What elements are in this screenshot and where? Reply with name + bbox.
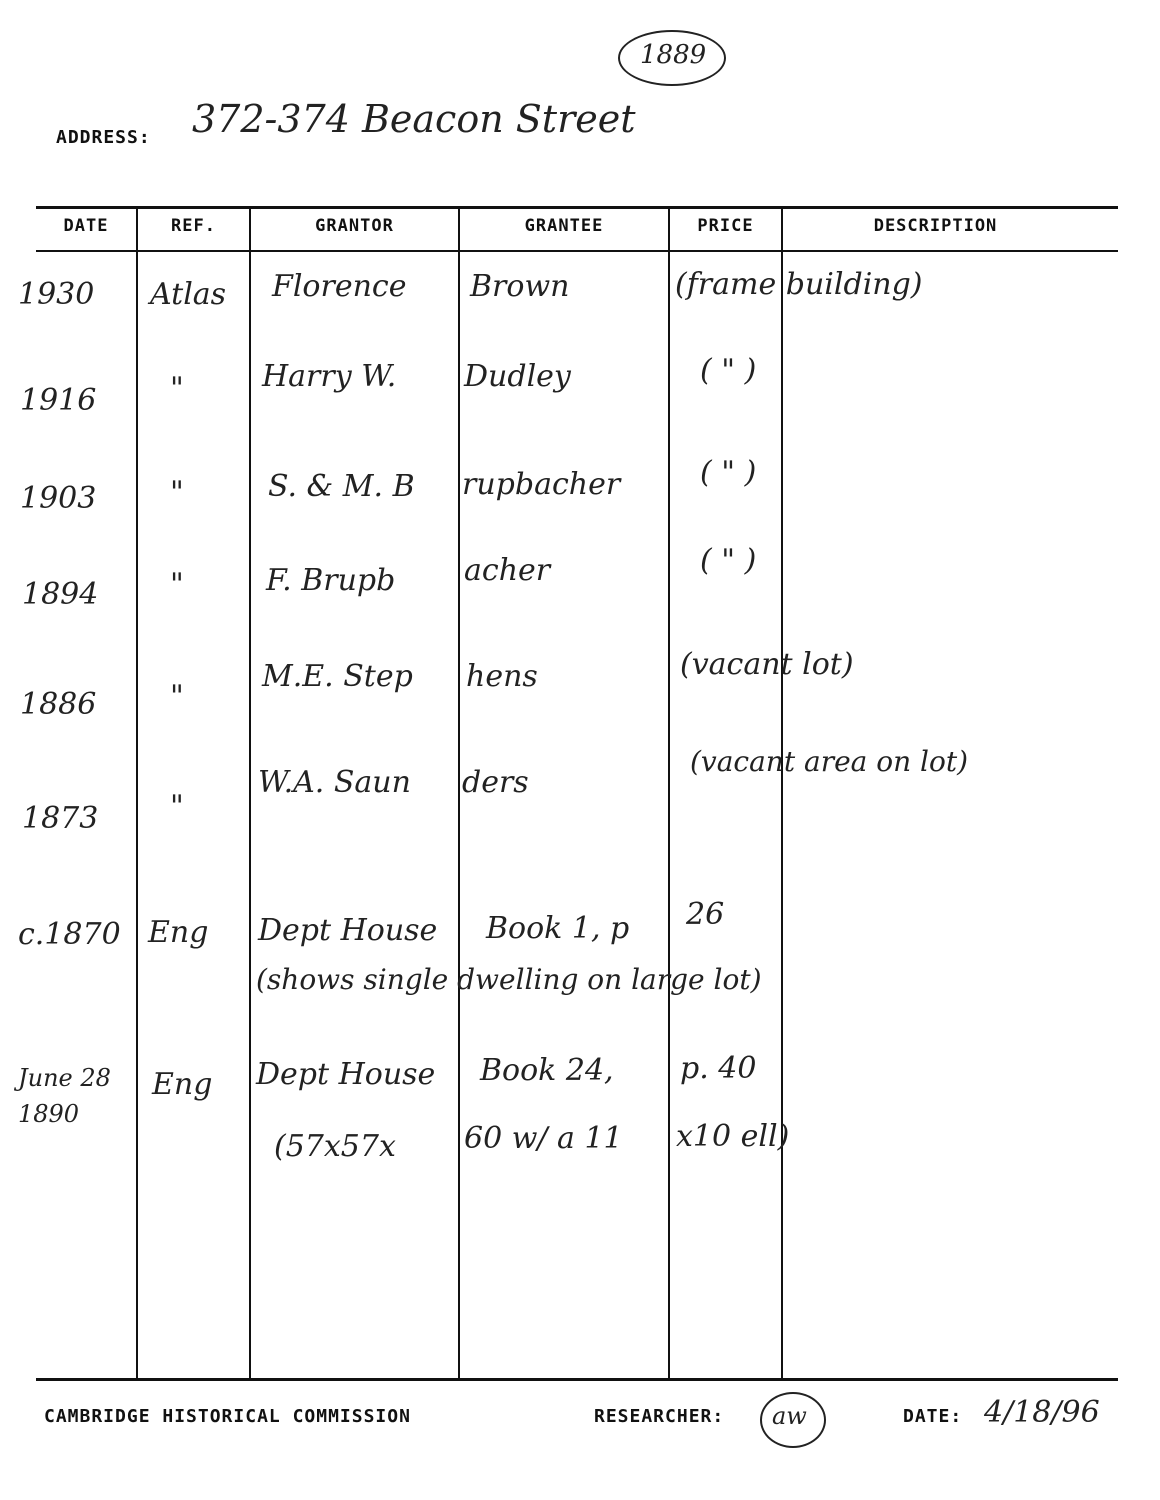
row-3-grantee: rupbacher [462,467,621,502]
date-label: DATE: [903,1406,963,1427]
col-divider-3 [458,208,460,1379]
row-7-price-desc: 26 [686,897,725,932]
table-bottom-rule [36,1378,1118,1381]
row-8-note-left: (57x57x [274,1129,396,1164]
row-6-price-desc: (vacant area on lot) [690,745,969,778]
row-3-ref: " [170,475,184,510]
col-divider-4 [668,208,670,1379]
row-8-grantee: Book 24, [480,1053,614,1088]
table-top-rule [36,206,1118,209]
row-2-date: 1916 [20,383,97,418]
row-3-price-desc: ( " ) [700,455,757,490]
row-2-grantor: Harry W. [262,359,397,394]
col-divider-1 [136,208,138,1379]
row-3-date: 1903 [20,481,97,516]
col-divider-2 [249,208,251,1379]
row-1-date: 1930 [18,277,95,312]
row-7-grantor: Dept House [258,913,438,948]
researcher-label: RESEARCHER: [594,1406,725,1427]
address-label: ADDRESS: [56,127,151,148]
col-header-description: DESCRIPTION [873,216,998,236]
table-header-rule [36,250,1118,252]
row-2-ref: " [170,371,184,406]
row-8-date: June 28 1890 [18,1064,111,1128]
row-4-ref: " [170,567,184,602]
row-1-grantee: Brown [470,269,570,304]
col-divider-5 [781,208,783,1379]
row-2-grantee: Dudley [464,359,571,394]
row-1-ref: Atlas [150,277,227,312]
row-4-price-desc: ( " ) [700,543,757,578]
circled-year: 1889 [640,40,707,70]
row-5-price-desc: (vacant lot) [680,647,854,682]
row-1-price-desc: (frame building) [675,267,923,302]
row-6-grantee: ders [462,765,529,800]
row-7-date: c.1870 [18,917,121,952]
row-6-date: 1873 [22,801,99,836]
row-8-ref: Eng [152,1067,213,1102]
row-3-grantor: S. & M. B [268,469,415,504]
row-8-note-right: x10 ell) [676,1119,790,1154]
row-5-grantee: hens [466,659,538,694]
col-header-price: PRICE [697,216,754,236]
row-4-grantor: F. Brupb [266,563,396,598]
row-1-grantor: Florence [272,269,407,304]
row-7-note: (shows single dwelling on large lot) [256,963,762,996]
col-header-grantee: GRANTEE [524,216,604,236]
row-5-grantor: M.E. Step [262,659,413,694]
row-6-grantor: W.A. Saun [258,765,411,800]
row-4-grantee: acher [464,553,551,588]
row-2-price-desc: ( " ) [700,353,757,388]
row-4-date: 1894 [22,577,99,612]
col-header-ref: REF. [171,216,216,236]
address-value: 372-374 Beacon Street [192,97,636,141]
row-7-grantee: Book 1, p [486,911,630,946]
row-5-ref: " [170,679,184,714]
col-header-grantor: GRANTOR [315,216,394,236]
row-7-ref: Eng [148,915,209,950]
researcher-initials: aw [772,1402,807,1430]
date-value: 4/18/96 [984,1395,1100,1430]
row-5-date: 1886 [20,687,97,722]
col-header-date: DATE [63,216,109,236]
row-8-note-mid: 60 w/ a 11 [464,1121,623,1156]
row-8-grantor: Dept House [256,1057,436,1092]
row-8-price-desc: p. 40 [680,1051,757,1086]
row-6-ref: " [170,789,184,824]
footer-org: CAMBRIDGE HISTORICAL COMMISSION [44,1406,411,1427]
